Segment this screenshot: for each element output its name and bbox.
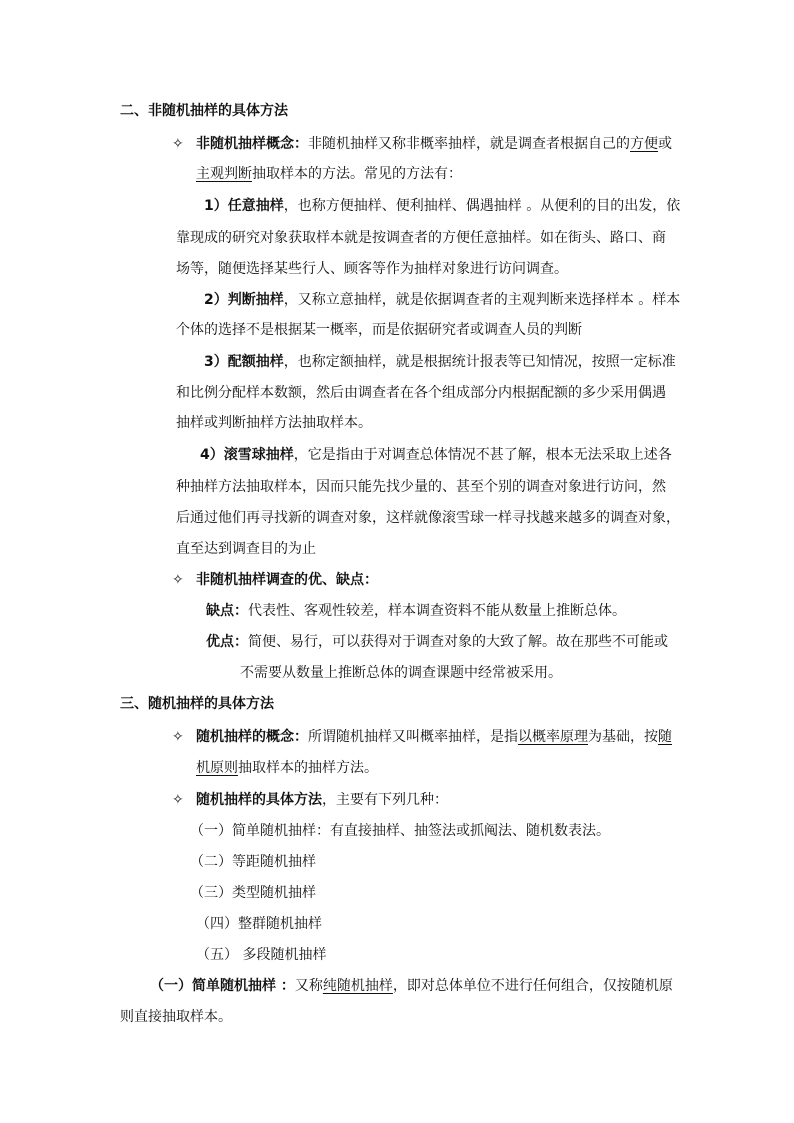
method-4-line-3: 后通过他们再寻找新的调查对象，这样就像滚雪球一样寻找越来越多的调查对象，	[176, 510, 680, 526]
concept-text: 抽取样本的方法。常见的方法有：	[252, 166, 462, 182]
random-method-list-item: （二）等距随机抽样	[190, 854, 316, 870]
concept-label: 非随机抽样概念：	[196, 136, 308, 152]
diamond-bullet-icon: ✧	[172, 792, 184, 808]
nonrandom-concept-line-2	[196, 164, 462, 184]
concept-link-judgment[interactable]: 主观判断	[196, 166, 252, 182]
random-concept-text: 抽取样本的抽样方法。	[238, 760, 378, 776]
random-concept-line-1	[172, 727, 672, 747]
diamond-bullet-icon: ✧	[172, 729, 184, 745]
method-name: 配额抽样	[227, 354, 284, 370]
method-2-line-1	[204, 290, 680, 310]
method-number: 1）	[204, 198, 228, 214]
random-methods-label: 随机抽样的具体方法	[196, 792, 322, 808]
method-1-line-2: 靠现成的研究对象获取样本就是按调查者的方便任意抽样。如在街头、路口、商	[176, 230, 666, 246]
method-4-line-4: 直至达到调查目的为止	[176, 541, 316, 557]
simple-random-text: 又称	[294, 978, 323, 994]
random-methods-text: ，主要有下列几种：	[322, 792, 448, 808]
random-concept-text: 为基础，按	[588, 729, 658, 745]
random-concept-label: 随机抽样的概念：	[196, 729, 308, 745]
cons-line	[206, 601, 626, 621]
section-heading-nonrandom: 二、非随机抽样的具体方法	[120, 103, 288, 119]
method-4-line-1	[200, 445, 672, 465]
pros-line-1	[206, 632, 668, 652]
concept-text: 或	[658, 136, 672, 152]
method-1-line-3: 场等，随便选择某些行人、顾客等作为抽样对象进行访问调查。	[176, 261, 568, 277]
random-concept-line-2	[196, 758, 378, 778]
simple-random-text: ，即对总体单位不进行任何组合，仅按随机原	[392, 978, 673, 994]
random-method-list-item: （一）简单随机抽样：有直接抽样、抽签法或抓阄法、随机数表法。	[190, 823, 610, 839]
random-methods-intro	[172, 790, 448, 810]
method-text: ，它是指由于对调查总体情况不甚了解，根本无法采取上述各	[293, 447, 672, 463]
method-text: ，也称方便抽样、便利抽样、偶遇抽样 。从便利的目的出发，依	[283, 198, 681, 214]
concept-link-convenience[interactable]: 方便	[630, 136, 658, 152]
pros-text: 简便、易行，可以获得对于调查对象的大致了解。故在那些不可能或	[248, 634, 668, 650]
random-concept-text: 所谓随机抽样又叫概率抽样，是指	[308, 729, 518, 745]
cons-text: 代表性、客观性较差，样本调查资料不能从数量上推断总体。	[248, 603, 626, 619]
method-number: 3）	[204, 354, 228, 370]
method-4-line-2: 种抽样方法抽取样本，因而只能先找少量的、甚至个别的调查对象进行访问，然	[176, 479, 666, 495]
method-3-line-2: 和比例分配样本数额，然后由调查者在各个组成部分内根据配额的多少采用偶遇	[176, 385, 666, 401]
concept-text: 非随机抽样又称非概率抽样，就是调查者根据自己的	[308, 136, 630, 152]
diamond-bullet-icon: ✧	[172, 572, 184, 588]
pros-label: 优点：	[206, 634, 248, 650]
method-number: 2）	[204, 292, 228, 308]
method-2-line-2: 个体的选择不是根据某一概率，而是依据研究者或调查人员的判断	[176, 322, 582, 338]
diamond-bullet-icon: ✧	[172, 136, 184, 152]
pros-line-2: 不需要从数量上推断总体的调查课题中经常被采用。	[240, 665, 562, 681]
random-concept-link-random-principle[interactable]: 随	[658, 729, 672, 745]
random-concept-link-probability[interactable]: 以概率原理	[518, 729, 588, 745]
nonrandom-concept-line-1	[172, 134, 672, 154]
method-text: ，也称定额抽样，就是根据统计报表等已知情况，按照一定标准	[283, 354, 676, 370]
proscons-heading-line	[172, 570, 378, 590]
method-3-line-3: 抽样或判断抽样方法抽取样本。	[176, 415, 372, 431]
method-1-line-1	[204, 196, 680, 216]
method-name: 判断抽样	[227, 292, 284, 308]
simple-random-link-pure[interactable]: 纯随机抽样	[322, 978, 393, 994]
random-method-list-item: （五） 多段随机抽样	[196, 947, 327, 963]
section-heading-random: 三、随机抽样的具体方法	[120, 696, 274, 712]
random-method-list-item: （四）整群随机抽样	[196, 916, 322, 932]
random-concept-link-random-principle[interactable]: 机原则	[196, 760, 238, 776]
method-number: 4）	[200, 447, 224, 463]
cons-label: 缺点：	[206, 603, 248, 619]
method-3-line-1	[204, 352, 676, 372]
method-text: ，又称立意抽样，就是依据调查者的主观判断来选择样本 。样本	[283, 292, 681, 308]
simple-random-line-2: 则直接抽取样本。	[120, 1009, 232, 1025]
method-name: 任意抽样	[227, 198, 284, 214]
method-name: 滚雪球抽样	[223, 447, 294, 463]
random-method-list-item: （三）类型随机抽样	[190, 885, 316, 901]
proscons-label: 非随机抽样调查的优、缺点：	[196, 572, 378, 588]
simple-random-label: （一）简单随机抽样 ：	[150, 978, 295, 994]
simple-random-line-1	[150, 976, 673, 996]
